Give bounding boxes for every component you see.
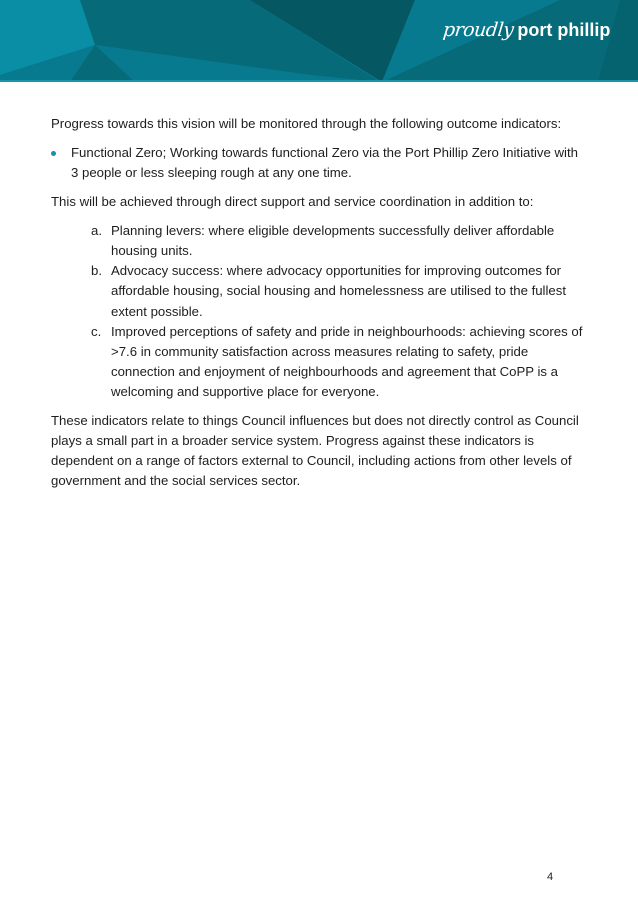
page-header-banner bbox=[0, 0, 638, 82]
list-marker: c. bbox=[91, 323, 102, 339]
bullet-icon bbox=[51, 151, 56, 156]
intro-paragraph: Progress towards this vision will be monitored through the following outcome indicators: bbox=[51, 116, 562, 131]
list-item-text: Improved perceptions of safety and pride in neighbourhoods: achieving scores of >7.6 in community satisfaction across measures relating to safety, pride connection and enjoyment of neighbourhoods and agreement that CoPP is a welcoming and supportive place for everyone. bbox=[111, 323, 583, 400]
list-item bbox=[91, 261, 586, 322]
bullet-text: Functional Zero; Working towards functional Zero via the Port Phillip Zero Initiative with 3 people or less sleeping rough at any one time. bbox=[71, 145, 578, 181]
page-number: 4 bbox=[547, 871, 554, 883]
list-marker: a. bbox=[91, 222, 102, 238]
list-item bbox=[51, 143, 586, 183]
closing-paragraph: These indicators relate to things Council influences but does not directly control as Council plays a small part in a broader service system. Progress against these indicators is dependent on a range of factors external to Council, including actions from other levels of government and the social services sector. bbox=[51, 412, 579, 489]
brand-logo bbox=[443, 19, 610, 41]
achieved-intro-paragraph: This will be achieved through direct support and service coordination in addition to: bbox=[51, 193, 534, 209]
list-item bbox=[91, 322, 586, 403]
header-bottom-line bbox=[0, 80, 638, 82]
list-item-text: Planning levers: where eligible developments successfully deliver affordable housing units. bbox=[111, 222, 555, 259]
list-item-text: Advocacy success: where advocacy opportunities for improving outcomes for affordable housing, social housing and homelessness are utilised to the fullest extent possible. bbox=[111, 263, 567, 319]
list-item bbox=[91, 221, 586, 261]
document-body bbox=[51, 114, 586, 491]
list-marker: b. bbox=[91, 263, 102, 279]
brand-logo-name: port phillip bbox=[517, 20, 611, 40]
lettered-list bbox=[51, 221, 586, 403]
outcome-indicators-list bbox=[51, 143, 586, 183]
header-geometric-background bbox=[0, 0, 638, 82]
brand-logo-script: proudly bbox=[441, 19, 515, 41]
